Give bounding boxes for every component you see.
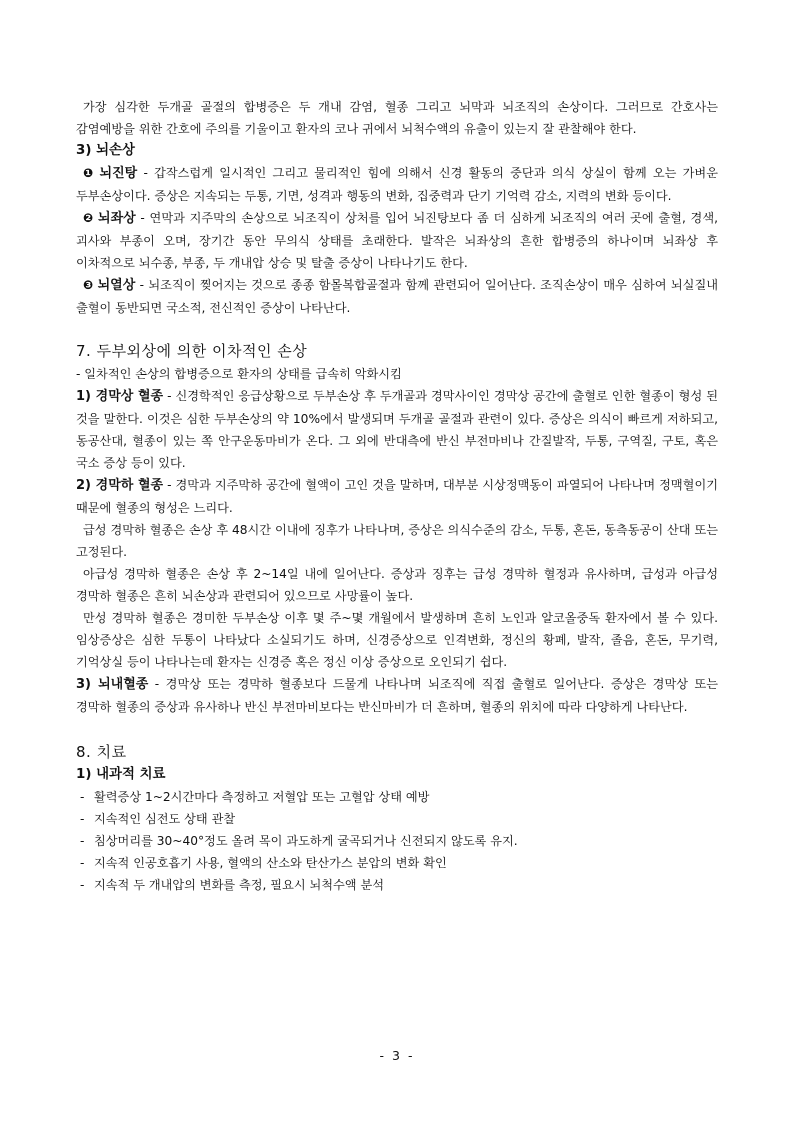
dash-mark: - <box>80 878 85 892</box>
term-concussion: 뇌진탕 <box>99 166 138 181</box>
subdural-paragraph <box>76 474 718 519</box>
item-contusion <box>76 207 718 274</box>
term-contusion: 뇌좌상 <box>98 211 136 226</box>
dash-mark: - <box>80 856 85 870</box>
subdural-subacute: 아급성 경막하 혈종은 손상 후 2~14일 내에 일어난다. 증상과 징후는 급성 경막하 혈정과 유사하며, 급성과 아급성 경막하 혈종은 흔히 뇌손상과 관련되어 있으므로 사망률이 높다. <box>76 567 718 603</box>
text-subdural: - 경막과 지주막하 공간에 혈액이 고인 것을 말하며, 대부분 시상정맥동이 파열되어 나타나며 정맥혈이기 때문에 혈종의 형성은 느리다. <box>76 478 718 515</box>
term-epidural: 1) 경막상 혈종 <box>76 389 164 404</box>
marker-3: ❸ <box>83 278 94 292</box>
list-item: - 침상머리를 30~40°정도 올려 목이 과도하게 굴곡되거나 신전되지 않도록 유지. <box>76 830 718 852</box>
term-laceration: 뇌열상 <box>97 278 136 293</box>
medical-treatment-heading: 1) 내과적 치료 <box>76 767 166 782</box>
section7-heading: 7. 두부외상에 의한 이차적인 손상 <box>76 342 308 360</box>
term-subdural: 2) 경막하 혈종 <box>76 478 164 493</box>
text-concussion: - 갑작스럽게 일시적인 그리고 물리적인 힘에 의해서 신경 활동의 중단과 의식 상실이 함께 오는 가벼운 두부손상이다. 증상은 지속되는 두통, 기면, 성격과 행동의 변화, 집중력과 단기 기억력 감소, 지력의 변화 등이다. <box>76 166 718 203</box>
section7-lead: - 일차적인 손상의 합병증으로 환자의 상태를 급속히 악화시킴 <box>76 367 402 381</box>
intracerebral-paragraph <box>76 673 718 718</box>
dash-mark: - <box>80 812 85 826</box>
text-epidural: - 신경학적인 응급상황으로 두부손상 후 두개골과 경막사이인 경막상 공간에 출혈로 인한 혈종이 형성 된 것을 말한다. 이것은 심한 두부손상의 약 10%에서 발생되며 두개골 골절과 관련이 있다. 증상은 의식이 빠르게 저하되고, 동공산대, 혈종이 있는 쪽 안구운동마비가 온다. 그 외에 반대측에 반신 부전마비나 간질발작, 두통, 구역질, 구토, 혹은 국소 증상 등이 있다. <box>76 389 718 470</box>
intro-paragraph: 가장 심각한 두개골 골절의 합병증은 두 개내 감염, 혈종 그리고 뇌막과 뇌조직의 손상이다. 그러므로 간호사는 감염예방을 위한 간호에 주의를 기울이고 환자의 코나 귀에서 뇌척수액의 유출이 있는지 잘 관찰해야 한다. <box>76 100 718 136</box>
list-item: - 지속적 인공호흡기 사용, 혈액의 산소와 탄산가스 분압의 변화 확인 <box>76 852 718 874</box>
item-laceration <box>76 274 718 319</box>
list-item: - 지속적 두 개내압의 변화를 측정, 필요시 뇌척수액 분석 <box>76 874 718 896</box>
subdural-acute: 급성 경막하 혈종은 손상 후 48시간 이내에 징후가 나타나며, 증상은 의식수준의 감소, 두통, 혼돈, 동측동공이 산대 또는 고정된다. <box>76 523 718 559</box>
marker-2: ❷ <box>83 211 95 225</box>
treatment-list <box>76 786 718 896</box>
epidural-paragraph <box>76 385 718 474</box>
text-intracerebral: - 경막상 또는 경막하 혈종보다 드물게 나타나며 뇌조직에 직접 출혈로 일어난다. 증상은 경막상 또는 경막하 혈종의 증상과 유사하나 반신 부전마비보다는 반신마비가 더 흔하며, 혈종의 위치에 따라 다양하게 나타난다. <box>76 677 719 714</box>
subdural-chronic: 만성 경막하 혈종은 경미한 두부손상 이후 몇 주~몇 개월에서 발생하며 흔히 노인과 알코올중독 환자에서 볼 수 있다. 임상증상은 심한 두통이 나타났다 소실되기도 하며, 신경증상으로 인격변화, 정신의 황폐, 발작, 졸음, 혼돈, 무기력, 기억상실 등이 나타나는데 환자는 신경증 혹은 정신 이상 증상으로 오인되기 쉽다. <box>76 611 718 669</box>
page-number: - 3 - <box>379 1048 415 1063</box>
term-intracerebral: 3) 뇌내혈종 <box>76 677 149 692</box>
section8-heading: 8. 치료 <box>76 743 127 761</box>
document-page <box>76 96 718 896</box>
dash-mark: - <box>80 790 85 804</box>
list-item: - 활력증상 1~2시간마다 측정하고 저혈압 또는 고혈압 상태 예방 <box>76 786 718 808</box>
text-laceration: - 뇌조직이 찢어지는 것으로 종종 함몰복합골절과 함께 관련되어 일어난다. 조직손상이 매우 심하여 뇌실질내 출혈이 동반되면 국소적, 전신적인 증상이 나타난다. <box>76 278 718 315</box>
list-item: - 지속적인 심전도 상태 관찰 <box>76 808 718 830</box>
dash-mark: - <box>80 834 85 848</box>
item-concussion <box>76 162 718 207</box>
text-contusion: - 연막과 지주막의 손상으로 뇌조직이 상처를 입어 뇌진탕보다 좀 더 심하게 뇌조직의 여러 곳에 출혈, 경색, 괴사와 부종이 오며, 장기간 동안 무의식 상태를 초래한다. 발작은 뇌좌상의 흔한 합병증의 하나이며 뇌좌상 후 이차적으로 뇌수종, 부종, 두 개내압 상승 및 탈출 증상이 나타나기도 한다. <box>76 211 718 270</box>
brain-injury-heading: 3) 뇌손상 <box>76 143 135 158</box>
marker-1: ❶ <box>83 166 96 180</box>
